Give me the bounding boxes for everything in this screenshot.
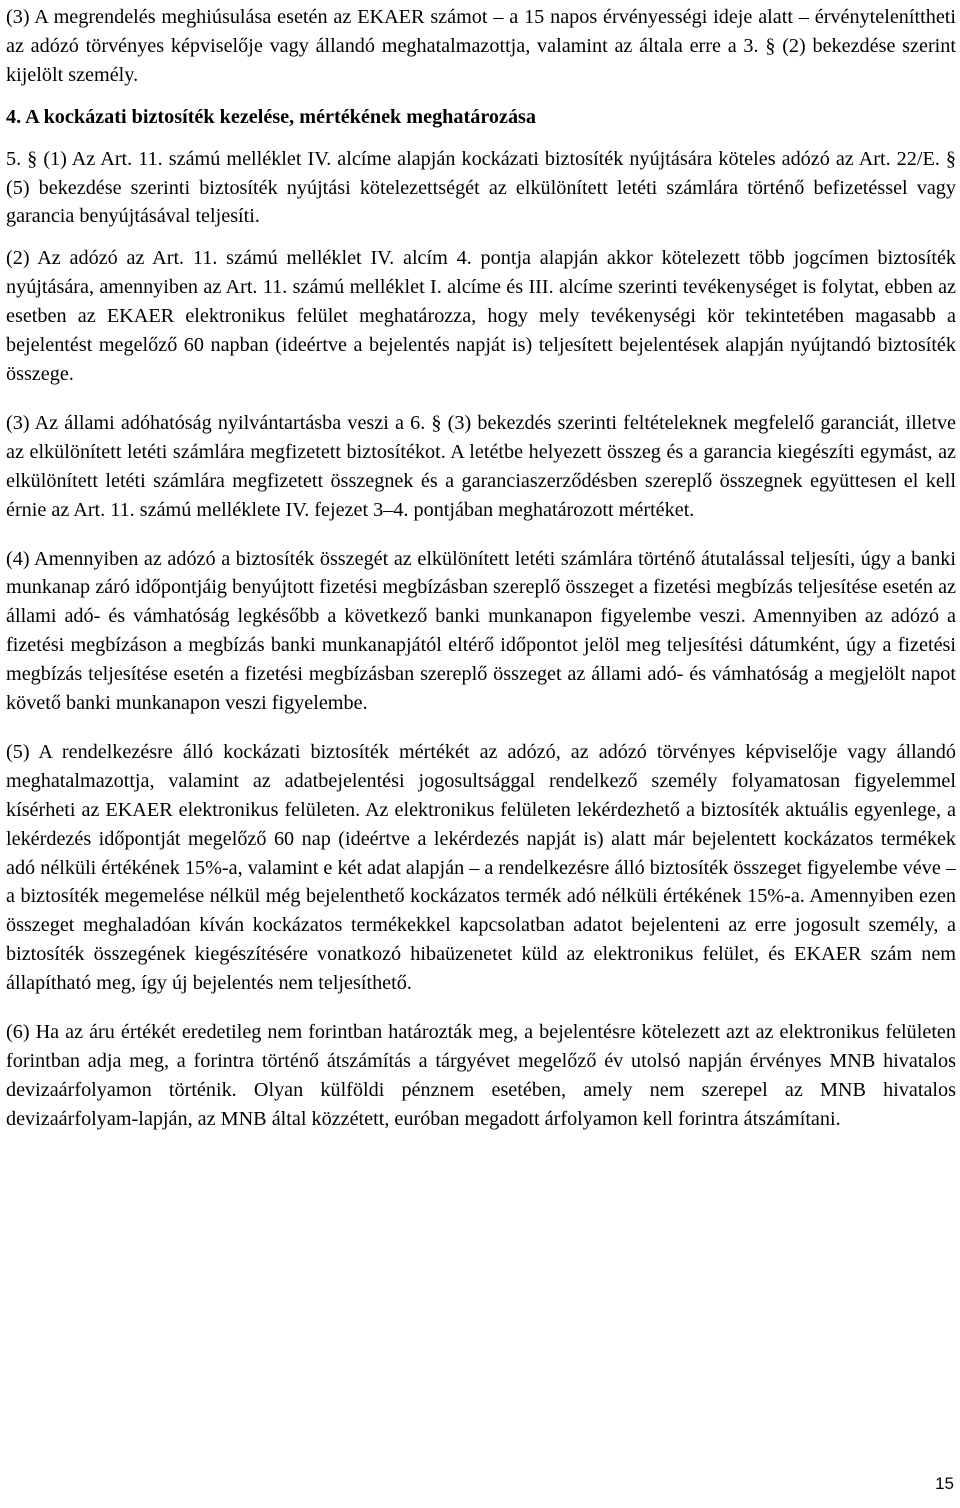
paragraph-5-5: (5) A rendelkezésre álló kockázati biztosíték mértékét az adózó, az adózó törvényes képviselője vagy állandó meghatalmazottja, valamint az adatbejelentési jogosultsággal rendelkező személy folyamatosan figyelemmel kísérheti az EKAER elektronikus felületen. Az elektronikus felületen lekérdezhető a biztosíték aktuális egyenlege, a lekérdezés időpontját megelőző 60 nap (ideértve a lekérdezés napját is) alatt már bejelentett kockázatos termékek adó nélküli értékének 15%-a, valamint e két adat alapján – a rendelkezésre álló biztosíték összeget figyelembe véve – a biztosíték megemelése nélkül még bejelenthető kockázatos termék adó nélküli értékének 15%-a. Amennyiben ezen összeget meghaladóan kíván kockázatos termékekkel kapcsolatban adatot bejelenteni az erre jogosult személy, a biztosíték összegének kiegészítésére vonatkozó hibaüzenetet küld az elektronikus felület, és EKAER szám nem állapítható meg, így új bejelentés nem teljesíthető. [6, 740, 956, 995]
page-number: 15 [935, 1474, 954, 1493]
document-page [6, 3, 956, 1134]
paragraph-5-1: 5. § (1) Az Art. 11. számú melléklet IV. alcíme alapján kockázati biztosíték nyújtására köteles adózó az Art. 22/E. § (5) bekezdése szerinti biztosíték nyújtási kötelezettségét az elkülönített letéti számlára történő befizetéssel vagy garancia benyújtásával teljesíti. [6, 147, 956, 228]
paragraph-5-6: (6) Ha az áru értékét eredetileg nem forintban határozták meg, a bejelentésre kötelezett azt az elektronikus felületen forintban adja meg, a forintra történő átszámítás a tárgyévet megelőző év utolsó napján érvényes MNB hivatalos devizaárfolyamon történik. Olyan külföldi pénznem esetében, amely nem szerepel az MNB hivatalos devizaárfolyam-lapján, az MNB által közzétett, euróban megadott árfolyamon kell forintra átszámítani. [6, 1021, 956, 1130]
paragraph-5-2: (2) Az adózó az Art. 11. számú melléklet IV. alcím 4. pontja alapján akkor kötelezett több jogcímen biztosíték nyújtására, amennyiben az Art. 11. számú melléklet I. alcíme és III. alcíme szerinti tevékenységet is folytat, ebben az esetben az EKAER elektronikus felület meghatározza, hogy mely tevékenységi kör tekintetében magasabb a bejelentést megelőző 60 napban (ideértve a bejelentés napját is) teljesített bejelentések alapján nyújtandó biztosíték összege. [6, 247, 956, 385]
section-heading-4: 4. A kockázati biztosíték kezelése, mértékének meghatározása [6, 105, 537, 128]
paragraph-5-4: (4) Amennyiben az adózó a biztosíték összegét az elkülönített letéti számlára történő átutalással teljesíti, úgy a banki munkanap záró időpontjáig benyújtott fizetési megbízásban szereplő összeget a fizetési megbízás teljesítése esetén az állami adó- és vámhatóság legkésőbb a következő banki munkanapon figyelembe veszi. Amennyiben az adózó a fizetési megbízáson a megbízás banki munkanapjától eltérő időpontot jelöl meg teljesítési dátumként, úgy a fizetési megbízás teljesítése esetén a fizetési megbízásban szereplő összeget az állami adó- és vámhatóság a megjelölt napot követő banki munkanapon veszi figyelembe. [6, 547, 956, 715]
paragraph-3-cancellation: (3) A megrendelés meghiúsulása esetén az EKAER számot – a 15 napos érvényességi ideje alatt – érvényteleníttheti az adózó törvényes képviselője vagy állandó meghatalmazottja, valamint az általa erre a 3. § (2) bekezdése szerint kijelölt személy. [6, 6, 956, 86]
paragraph-5-3: (3) Az állami adóhatóság nyilvántartásba veszi a 6. § (3) bekezdés szerinti feltételeknek megfelelő garanciát, illetve az elkülönített letéti számlára megfizetett biztosítékot. A letétbe helyezett összeg és a garancia kiegészíti egymást, az elkülönített letéti számlára megfizetett összegnek és a garanciaszerződésben szereplő összegnek együttesen el kell érnie az Art. 11. számú melléklete IV. fejezet 3–4. pontjában meghatározott mértéket. [6, 411, 956, 521]
